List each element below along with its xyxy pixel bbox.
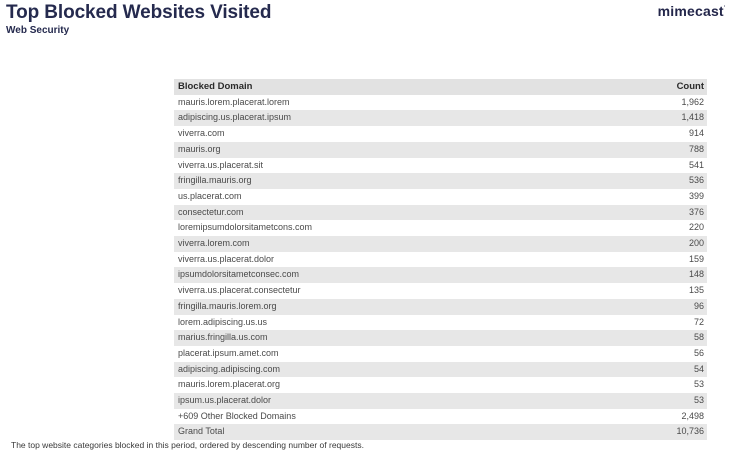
table-row (174, 377, 707, 393)
domain-cell: viverra.com (174, 126, 620, 142)
domain-cell: mauris.lorem.placerat.lorem (174, 95, 620, 111)
column-header-count: Count (620, 79, 707, 95)
table-row (174, 346, 707, 362)
count-cell: 54 (620, 362, 707, 378)
count-cell: 72 (620, 315, 707, 331)
page-title: Top Blocked Websites Visited (6, 2, 272, 23)
column-header-blocked-domain: Blocked Domain (174, 79, 620, 95)
other-domains-row (174, 409, 707, 425)
table-row (174, 315, 707, 331)
table-row (174, 110, 707, 126)
domain-cell: viverra.us.placerat.dolor (174, 252, 620, 268)
count-cell: 135 (620, 283, 707, 299)
grand-total-row (174, 424, 707, 440)
logo-mark-icon: · (723, 4, 726, 10)
blocked-domains-table-container (174, 79, 707, 440)
domain-cell: fringilla.mauris.org (174, 173, 620, 189)
count-cell: 159 (620, 252, 707, 268)
domain-cell: loremipsumdolorsitametcons.com (174, 220, 620, 236)
table-row (174, 283, 707, 299)
count-cell: 1,418 (620, 110, 707, 126)
domain-cell: viverra.lorem.com (174, 236, 620, 252)
domain-cell: viverra.us.placerat.consectetur (174, 283, 620, 299)
blocked-domains-table (174, 79, 707, 440)
count-cell: 96 (620, 299, 707, 315)
domain-cell: mauris.lorem.placerat.org (174, 377, 620, 393)
domain-cell: lorem.adipiscing.us.us (174, 315, 620, 331)
domain-cell: consectetur.com (174, 205, 620, 221)
grand-total-count: 10,736 (620, 424, 707, 440)
count-cell: 2,498 (620, 409, 707, 425)
grand-total-label: Grand Total (174, 424, 620, 440)
table-row (174, 252, 707, 268)
domain-cell: marius.fringilla.us.com (174, 330, 620, 346)
domain-cell: adipiscing.adipiscing.com (174, 362, 620, 378)
domain-cell: adipiscing.us.placerat.ipsum (174, 110, 620, 126)
domain-cell: us.placerat.com (174, 189, 620, 205)
table-row (174, 205, 707, 221)
table-row (174, 362, 707, 378)
count-cell: 1,962 (620, 95, 707, 111)
table-row (174, 158, 707, 174)
footer-description: The top website categories blocked in this period, ordered by descending number of requests. (11, 440, 364, 450)
table-row (174, 299, 707, 315)
table-header-row (174, 79, 707, 95)
domain-cell: placerat.ipsum.amet.com (174, 346, 620, 362)
page-subtitle: Web Security (6, 25, 70, 36)
table-row (174, 189, 707, 205)
table-body (174, 95, 707, 440)
count-cell: 58 (620, 330, 707, 346)
count-cell: 53 (620, 377, 707, 393)
domain-cell: ipsum.us.placerat.dolor (174, 393, 620, 409)
table-row (174, 236, 707, 252)
domain-cell: ipsumdolorsitametconsec.com (174, 267, 620, 283)
domain-cell: mauris.org (174, 142, 620, 158)
count-cell: 376 (620, 205, 707, 221)
table-row (174, 95, 707, 111)
count-cell: 200 (620, 236, 707, 252)
count-cell: 148 (620, 267, 707, 283)
table-row (174, 330, 707, 346)
count-cell: 536 (620, 173, 707, 189)
mimecast-logo (658, 3, 726, 19)
count-cell: 56 (620, 346, 707, 362)
table-row (174, 267, 707, 283)
table-row (174, 393, 707, 409)
table-row (174, 126, 707, 142)
domain-cell: viverra.us.placerat.sit (174, 158, 620, 174)
logo-text: mimecast (657, 3, 724, 19)
count-cell: 399 (620, 189, 707, 205)
count-cell: 914 (620, 126, 707, 142)
domain-cell: fringilla.mauris.lorem.org (174, 299, 620, 315)
count-cell: 220 (620, 220, 707, 236)
domain-cell: +609 Other Blocked Domains (174, 409, 620, 425)
table-row (174, 142, 707, 158)
count-cell: 53 (620, 393, 707, 409)
table-row (174, 173, 707, 189)
count-cell: 788 (620, 142, 707, 158)
table-row (174, 220, 707, 236)
count-cell: 541 (620, 158, 707, 174)
